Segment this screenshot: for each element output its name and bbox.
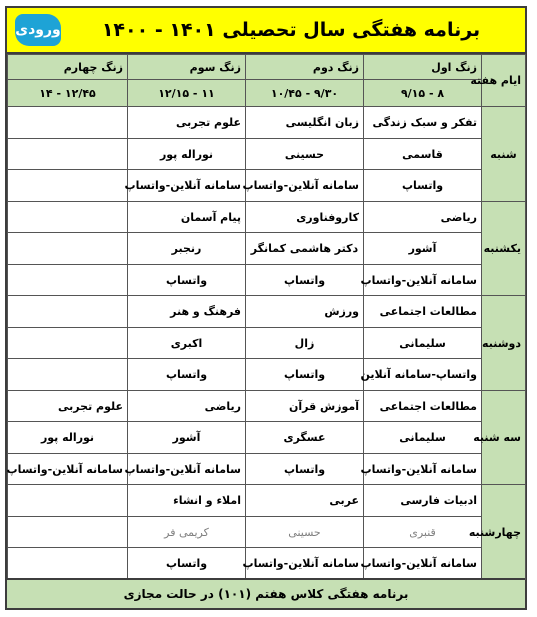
platform-cell: سامانه آنلاین-واتساپ [364,453,482,485]
subject-cell: زبان انگلیسی [246,107,364,139]
day-monday: دوشنبه [482,296,526,391]
platform-cell: واتساپ [246,453,364,485]
teacher-cell: سلیمانی [364,327,482,359]
teacher-cell: اکبری [128,327,246,359]
subject-cell: ورزش [246,296,364,328]
schedule-sheet [5,6,527,610]
bell-header-1: زنگ اول [364,55,482,80]
subject-cell: مطالعات اجتماعی [364,296,482,328]
teacher-cell [8,138,128,170]
platform-cell: واتساپ-سامانه آنلاین [364,359,482,391]
platform-cell: سامانه آنلاین-واتساپ [8,453,128,485]
subject-cell: مطالعات اجتماعی [364,390,482,422]
bell-header-4: زنگ چهارم [8,55,128,80]
platform-cell: واتساپ [128,264,246,296]
platform-cell: سامانه آنلاین-واتساپ [246,170,364,202]
subject-cell: ریاضی [364,201,482,233]
teacher-cell: قنبری [364,516,482,548]
footer-caption: برنامه هفتگی کلاس هفتم (۱۰۱) در حالت مجازی [7,578,525,608]
bell-header-3: زنگ سوم [128,55,246,80]
teacher-cell: آشور [364,233,482,265]
teacher-cell: رنجبر [128,233,246,265]
teacher-cell: آشور [128,422,246,454]
days-header: ایام هفته [482,55,526,107]
platform-cell: سامانه آنلاین-واتساپ [246,548,364,580]
subject-cell [8,107,128,139]
bell-time-4: ۱۲/۴۵ - ۱۴ [8,80,128,107]
subject-cell: علوم تجربی [8,390,128,422]
subject-cell: ادبیات فارسی [364,485,482,517]
subject-cell: تفکر و سبک زندگی [364,107,482,139]
bell-time-3: ۱۱ - ۱۲/۱۵ [128,80,246,107]
teacher-cell: حسینی [246,138,364,170]
platform-cell: واتساپ [364,170,482,202]
platform-cell: واتساپ [128,548,246,580]
day-saturday: شنبه [482,107,526,202]
logo: ورودی [15,14,61,46]
subject-cell: عربی [246,485,364,517]
platform-cell [8,359,128,391]
bell-time-2: ۹/۳۰ - ۱۰/۴۵ [246,80,364,107]
subject-cell: علوم تجربی [128,107,246,139]
subject-cell: کاروفناوری [246,201,364,233]
teacher-cell: حسینی [246,516,364,548]
teacher-cell: نوراله پور [8,422,128,454]
day-wednesday: چهارشنبه [482,485,526,580]
subject-cell [8,201,128,233]
platform-cell [8,548,128,580]
bell-header-2: زنگ دوم [246,55,364,80]
subject-cell: فرهنگ و هنر [128,296,246,328]
subject-cell: پیام آسمان [128,201,246,233]
platform-cell: سامانه آنلاین-واتساپ [364,548,482,580]
teacher-cell: دکتر هاشمی کمانگر [246,233,364,265]
subject-cell: ریاضی [128,390,246,422]
teacher-cell: عسگری [246,422,364,454]
platform-cell: واتساپ [128,359,246,391]
schedule-table [7,54,526,580]
teacher-cell: نوراله پور [128,138,246,170]
bell-time-1: ۸ - ۹/۱۵ [364,80,482,107]
teacher-cell [8,516,128,548]
day-sunday: یکشنبه [482,201,526,296]
page-title: برنامه هفتگی سال تحصیلی ۱۴۰۱ - ۱۴۰۰ [101,19,481,41]
teacher-cell [8,233,128,265]
teacher-cell: زال [246,327,364,359]
platform-cell [8,170,128,202]
teacher-cell: کریمی فر [128,516,246,548]
platform-cell: سامانه آنلاین-واتساپ [364,264,482,296]
platform-cell [8,264,128,296]
subject-cell: املاء و انشاء [128,485,246,517]
platform-cell: سامانه آنلاین-واتساپ [128,453,246,485]
teacher-cell: سلیمانی [364,422,482,454]
subject-cell [8,296,128,328]
platform-cell: واتساپ [246,264,364,296]
teacher-cell: قاسمی [364,138,482,170]
subject-cell: آموزش قرآن [246,390,364,422]
platform-cell: واتساپ [246,359,364,391]
platform-cell: سامانه آنلاین-واتساپ [128,170,246,202]
teacher-cell [8,327,128,359]
title-bar [7,8,525,54]
day-tuesday: سه شنبه [482,390,526,485]
subject-cell [8,485,128,517]
